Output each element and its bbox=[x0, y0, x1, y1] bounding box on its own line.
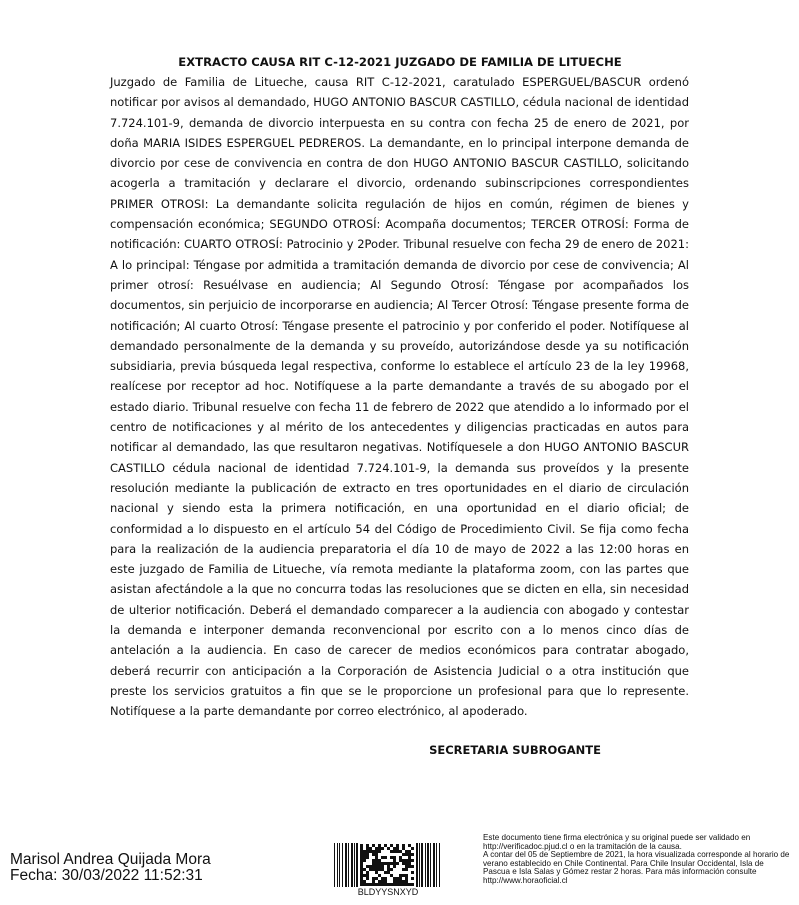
barcode-block bbox=[334, 843, 442, 899]
verification-notice bbox=[483, 834, 791, 886]
signer-block bbox=[10, 852, 211, 884]
signer-name: Marisol Andrea Quijada Mora bbox=[10, 851, 211, 868]
signer-date: Fecha: 30/03/2022 11:52:31 bbox=[10, 867, 203, 884]
validation-notice: Este documento tiene firma electrónica y su original puede ser validado en http://verificadoc.pjud.cl o en la tramitación de la causa. bbox=[483, 833, 751, 851]
document-body: Juzgado de Familia de Litueche, causa RIT C-12-2021, caratulado ESPERGUEL/BASCUR ordenó notificar por avisos al demandado, HUGO ANTONIO BASCUR CASTILLO, cédula nacional de identidad 7.724.101-9, demanda de divorcio interpuesta en su contra con fecha 25 de enero de 2021, por doña MARIA ISIDES ESPERGUEL PEDREROS. La demandante, en lo principal interpone demanda de divorcio por cese de convivencia en contra de don HUGO ANTONIO BASCUR CASTILLO, solicitando acogerla a tramitación y declarare el divorcio, ordenando subinscripciones correspondientes PRIMER OTROSI: La demandante solicita regulación de hijos en común, régimen de bienes y compensación económica; SEGUNDO OTROSÍ: Acompaña documentos; TERCER OTROSÍ: Forma de notificación: CUARTO OTROSÍ: Patrocinio y 2Poder. Tribunal resuelve con fecha 29 de enero de 2021: A lo principal: Téngase por admitida a tramitación demanda de divorcio por cese de convivencia; Al primer otrosí: Resuélvase en audiencia; Al Segundo Otrosí: Téngase por acompañados los documentos, sin perjuicio de incorporarse en audiencia; Al Tercer Otrosí: Téngase presente forma de notificación; Al cuarto Otrosí: Téngase presente el patrocinio y por conferido el poder. Notifíquese al demandado personalmente de la demanda y su proveído, autorizándose desde ya su notificación subsidiaria, previa búsqueda legal respectiva, conforme lo establece el artículo 23 de la ley 19968, realícese por receptor ad hoc. Notifíquese a la parte demandante a través de su abogado por el estado diario. Tribunal resuelve con fecha 11 de febrero de 2022 que atendido a lo informado por el centro de notificaciones y al mérito de los antecedentes y diligencias practicadas en autos para notificar al demandado, las que resultaron negativas. Notifíquesele a don HUGO ANTONIO BASCUR CASTILLO cédula nacional de identidad 7.724.101-9, la demanda sus proveídos y la presente resolución mediante la publicación de extracto en tres oportunidades en el diario de circulación nacional y siendo esta la primera notificación, en una oportunidad en el diario oficial; de conformidad a lo dispuesto en el artículo 54 del Código de Procedimiento Civil. Se fija como fecha para la realización de la audiencia preparatoria el día 10 de mayo de 2022 a las 12:00 horas en este juzgado de Familia de Litueche, vía remota mediante la plataforma zoom, con las partes que asistan afectándole a la que no concurra todas las resoluciones que se dicten en ella, sin necesidad de ulterior notificación. Deberá el demandado comparecer a la audiencia con abogado y contestar la demanda e interponer demanda reconvencional por escrito con a lo menos cinco días de antelación a la audiencia. En caso de carecer de medios económicos para contratar abogado, deberá recurrir con anticipación a la Corporación de Asistencia Judicial o a otra institución que preste los servicios gratuitos a fin que se le proporcione un profesional para que lo represente. Notifíquese a la parte demandante por correo electrónico, al apoderado. bbox=[110, 75, 689, 719]
barcode-code: BLDYYSNXYD bbox=[357, 887, 419, 897]
time-notice: A contar del 05 de Septiembre de 2021, la hora visualizada corresponde al horario de verano establecido en Chile Continental. Para Chile Insular Occidental, Isla de Pascua e Isla Salas y Gómez restar 2 horas. Para más información consulte http://www.horaoficial.cl bbox=[483, 850, 790, 885]
document-title: EXTRACTO CAUSA RIT C-12-2021 JUZGADO DE FAMILIA DE LITUECHE bbox=[178, 55, 622, 69]
barcode-icon bbox=[334, 843, 442, 887]
signature-title: SECRETARIA SUBROGANTE bbox=[429, 743, 601, 757]
